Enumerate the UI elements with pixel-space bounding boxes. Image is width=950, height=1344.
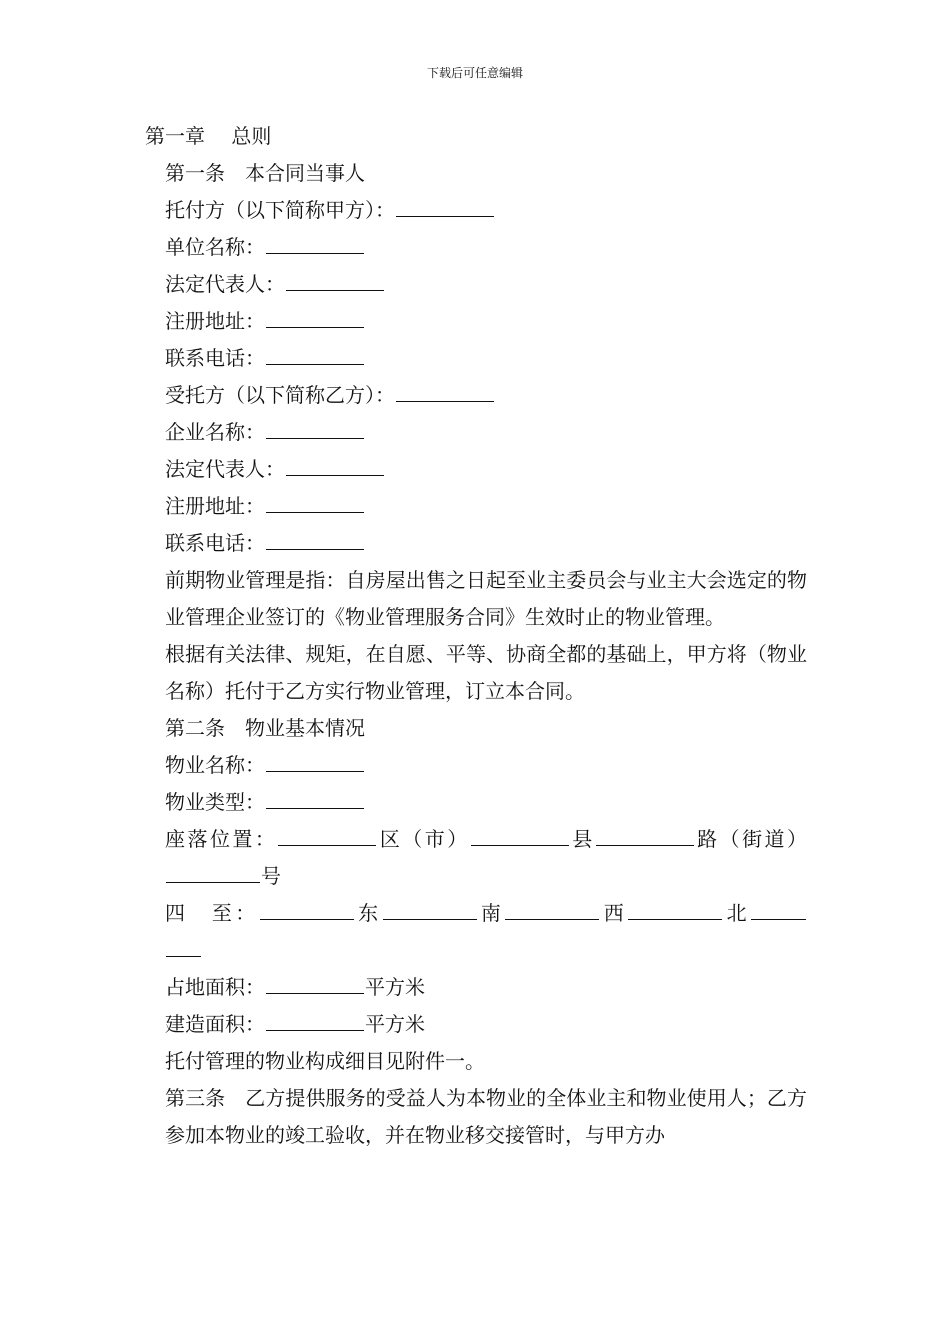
- appendix-note: 托付管理的物业构成细目见附件一。: [165, 1049, 485, 1073]
- property-name-blank: [266, 751, 364, 772]
- party-a-legal-rep-line: [145, 266, 807, 303]
- party-a-legal-rep-blank: [286, 270, 384, 291]
- page-header-note: 下载后可任意编辑: [426, 66, 523, 80]
- land-area-line: [145, 969, 807, 1006]
- location-county-blank: [471, 825, 569, 846]
- party-a-address-line: [145, 303, 807, 340]
- party-a-label: 托付方（以下简称甲方）：: [165, 198, 395, 222]
- property-name-line: [145, 747, 807, 784]
- basis-paragraph: 根据有关法律、规矩，在自愿、平等、协商全都的基础上，甲方将（物业名称）托付于乙方实行物业管理，订立本合同。: [165, 642, 807, 703]
- building-area-line: [145, 1006, 807, 1043]
- location-county-text: 县: [569, 827, 595, 851]
- location-number-blank: [166, 862, 260, 883]
- land-area-unit: 平方米: [365, 975, 425, 999]
- property-type-label: 物业类型：: [165, 790, 265, 814]
- land-area-label: 占地面积：: [165, 975, 265, 999]
- party-a-unit-name-blank: [266, 233, 364, 254]
- party-b-phone-line: [145, 525, 807, 562]
- party-b-phone-label: 联系电话：: [165, 531, 265, 555]
- article-2-title: 第二条 物业基本情况: [165, 716, 365, 740]
- party-b-company-name-label: 企业名称：: [165, 420, 265, 444]
- party-a-phone-label: 联系电话：: [165, 346, 265, 370]
- location-label: 座落位置：: [165, 827, 278, 851]
- property-type-line: [145, 784, 807, 821]
- party-b-address-line: [145, 488, 807, 525]
- boundary-south-text: 南: [477, 901, 505, 925]
- party-a-line: [145, 192, 807, 229]
- party-a-address-blank: [266, 307, 364, 328]
- party-a-unit-name-line: [145, 229, 807, 266]
- contract-body: [145, 118, 807, 1154]
- location-road-blank: [596, 825, 694, 846]
- boundary-north-text: 北: [723, 901, 751, 925]
- boundary-west-blank: [505, 899, 599, 920]
- article-3-paragraph: 第三条 乙方提供服务的受益人为本物业的全体业主和物业使用人；乙方参加本物业的竣工验收，并在物业移交接管时，与甲方办: [165, 1086, 807, 1147]
- chapter-title: 第一章 总则: [145, 124, 272, 148]
- boundaries-line: [145, 895, 807, 969]
- boundaries-label: 四 至：: [165, 901, 259, 925]
- party-b-company-name-blank: [266, 418, 364, 439]
- boundary-east-text: 东: [354, 901, 382, 925]
- party-a-address-label: 注册地址：: [165, 309, 265, 333]
- definition-paragraph: 前期物业管理是指：自房屋出售之日起至业主委员会与业主大会选定的物业管理企业签订的《物业管理服务合同》生效时止的物业管理。: [165, 568, 807, 629]
- party-b-line: [145, 377, 807, 414]
- boundary-tail-blank: [751, 899, 806, 920]
- location-district-blank: [278, 825, 376, 846]
- party-b-legal-rep-blank: [286, 455, 384, 476]
- party-b-legal-rep-line: [145, 451, 807, 488]
- location-road-text: 路（街道）: [694, 827, 808, 851]
- party-a-blank: [396, 196, 494, 217]
- party-a-phone-blank: [266, 344, 364, 365]
- party-b-legal-rep-label: 法定代表人：: [165, 457, 285, 481]
- party-a-legal-rep-label: 法定代表人：: [165, 272, 285, 296]
- party-b-blank: [396, 381, 494, 402]
- building-area-unit: 平方米: [365, 1012, 425, 1036]
- party-b-address-label: 注册地址：: [165, 494, 265, 518]
- party-b-label: 受托方（以下简称乙方）：: [165, 383, 395, 407]
- building-area-blank: [266, 1010, 364, 1031]
- location-district-text: 区（市）: [377, 827, 470, 851]
- boundary-east-blank: [260, 899, 354, 920]
- property-name-label: 物业名称：: [165, 753, 265, 777]
- boundary-west-text: 西: [600, 901, 628, 925]
- building-area-label: 建造面积：: [165, 1012, 265, 1036]
- land-area-blank: [266, 973, 364, 994]
- property-type-blank: [266, 788, 364, 809]
- boundary-south-blank: [383, 899, 477, 920]
- boundary-north-blank: [628, 899, 722, 920]
- location-number-text: 号: [261, 864, 281, 888]
- article-1-title: 第一条 本合同当事人: [165, 161, 365, 185]
- party-b-address-blank: [266, 492, 364, 513]
- party-b-company-name-line: [145, 414, 807, 451]
- party-a-unit-name-label: 单位名称：: [165, 235, 265, 259]
- party-b-phone-blank: [266, 529, 364, 550]
- party-a-phone-line: [145, 340, 807, 377]
- boundary-tail-blank-2: [166, 936, 201, 957]
- location-line: [145, 821, 807, 895]
